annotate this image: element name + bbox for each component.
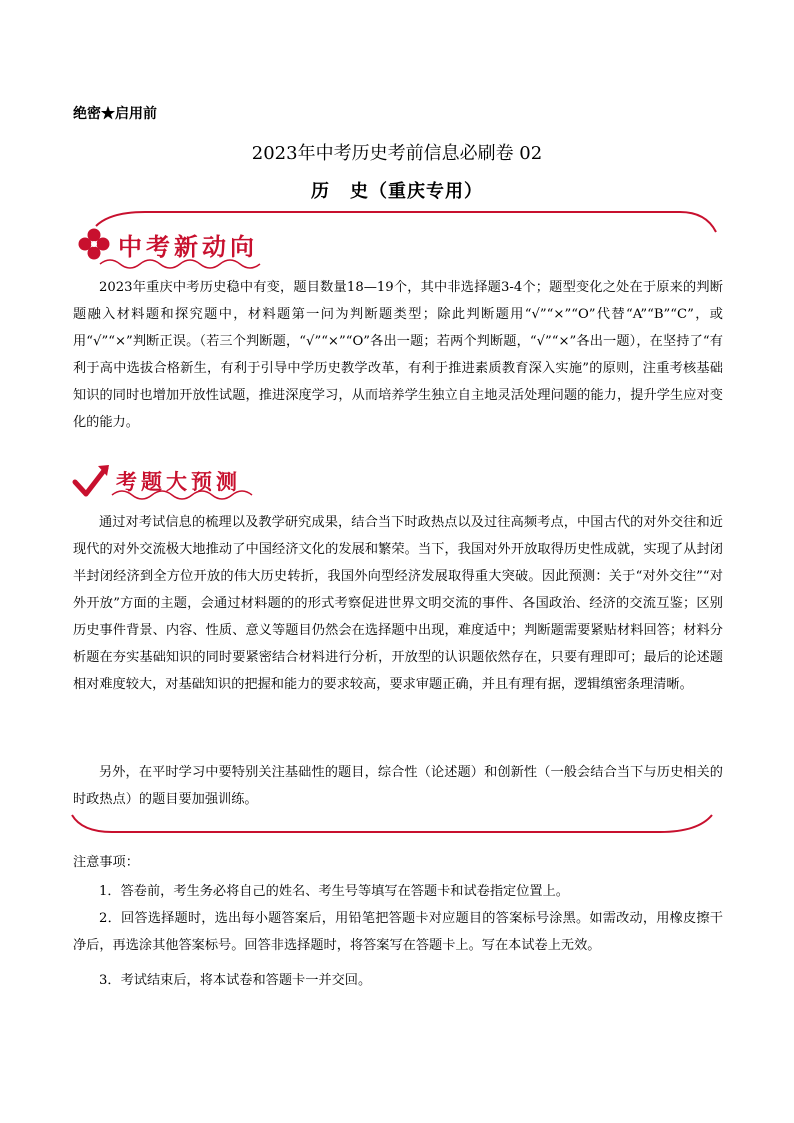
notes-title: 注意事项：: [73, 855, 139, 870]
section-heading-label: 中考新动向: [118, 232, 258, 261]
subtitle-main: 历: [311, 181, 330, 202]
prediction-paragraph: 通过对考试信息的梳理以及教学研究成果，结合当下时政热点以及过往高频考点，中国古代的对外交往和近现代的对外交流极大地推动了中国经济文化的发展和繁荣。当下，我国对外开放取得历史性成就，实现了从封闭半封闭经济到全方位开放的伟大历史转折，我国外向型经济发展取得重大突破。因此预测：关于“对外交往”“对外开放”方面的主题，会通过材料题的的形式考察促进世界文明交流的事件、各国政治、经济的交流互鉴；区别历史事件背景、内容、性质、意义等题目仍然会在选择题中出现，难度适中；判断题需要紧贴材料回答；材料分析题在夯实基础知识的同时要紧密结合材料进行分析，开放型的认识题依然存在，只要有理即可；最后的论述题相对难度较大，对基础知识的把握和能力的要求较高，要求审题正确，并且有理有据，逻辑缜密条理清晰。: [73, 515, 723, 692]
section-heading-label: 考题大预测: [116, 470, 241, 494]
note-item: 1．答卷前，考生务必将自己的姓名、考生号等填写在答题卡和试卷指定位置上。: [99, 884, 569, 899]
page-title: 2023年中考历史考前信息必刷卷 02: [251, 143, 543, 164]
prediction-paragraph-extra: 另外，在平时学习中要特别关注基础性的题目，综合性（论述题）和创新性（一般会结合当下与历史相关的时政热点）的题目要加强训练。: [73, 765, 723, 807]
trends-paragraph: 2023年重庆中考历史稳中有变，题目数量18—19个，其中非选择题3-4个；题型变化之处在于原来的判断题融入材料题和探究题中，材料题第一问为判断题类型；除此判断题用“√”“×”“O”代替“A”“B”“C”，或用“√”“×”判断正误。（若三个判断题，“√”“×”“O”各出一题；若两个判断题，“√”“×”各出一题），在坚持了“有利于高中选拔合格新生，有利于引导中学历史教学改革，有利于推进素质教育深入实施”的原则，注重考核基础知识的同时也增加开放性试题，推进深度学习，从而培养学生独立自主地灵活处理问题的能力，提升学生应对变化的能力。: [73, 280, 723, 430]
note-item: 3．考试结束后，将本试卷和答题卡一并交回。: [99, 973, 372, 988]
note-item: 2．回答选择题时，选出每小题答案后，用铅笔把答题卡对应题目的答案标号涂黑。如需改动，用橡皮擦干净后，再选涂其他答案标号。回答非选择题时，将答案写在答题卡上。写在本试卷上无效。: [73, 911, 723, 953]
subtitle-rest: 史（重庆专用）: [350, 181, 483, 202]
secret-label: 绝密★启用前: [73, 106, 157, 122]
